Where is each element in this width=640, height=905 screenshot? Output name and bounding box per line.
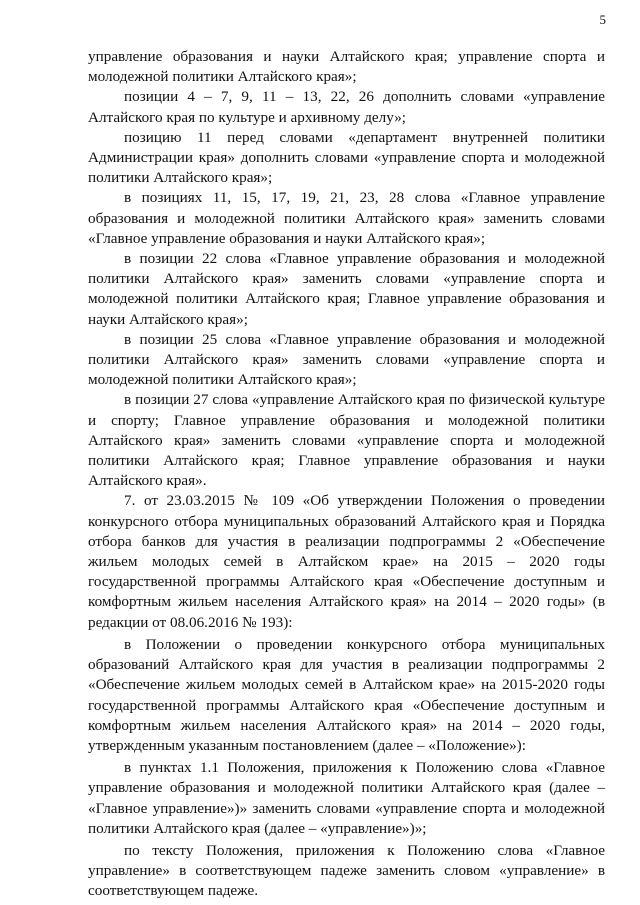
paragraph-9: в Положении о проведении конкурсного отбора муниципальных образований Алтайского края для участия в реализации подпрограммы 2 «Обеспечение жильем молодых семей в Алтайском крае» на 2015-2020 годы государственной программы Алтайского края «Обеспечение доступным и комфортным жильем населения Алтайского края» на 2014 – 2020 годы, утвержденным указанным постановлением (далее – «Положение»): (88, 635, 605, 754)
paragraph-11: по тексту Положения, приложения к Положению слова «Главное управление» в соответствующем падеже заменить словом «управление» в соответствующем падеже. (88, 841, 605, 900)
paragraph-7: в позиции 27 слова «управление Алтайского края по физической культуре и спорту; Главное управление образования и молодежной политики Алтайского края» заменить словами «управление спорта и молодежной политики Алтайского края; Главное управление образования и науки Алтайского края». (88, 391, 605, 490)
paragraph-2: позиции 4 – 7, 9, 11 – 13, 22, 26 дополнить словами «управление Алтайского края по культуре и архивному делу»; (88, 88, 605, 126)
paragraph-5: в позиции 22 слова «Главное управление образования и молодежной политики Алтайского края» заменить словами «управление спорта и молодежной политики Алтайского края; Главное управление образования и науки Алтайского края»; (88, 250, 605, 328)
paragraph-3: позицию 11 перед словами «департамент внутренней политики Администрации края» дополнить словами «управление спорта и молодежной политики Алтайского края»; (88, 128, 605, 187)
paragraph-10: в пунктах 1.1 Положения, приложения к Положению слова «Главное управление образования и молодежной политики Алтайского края (далее – «Главное управление»)» заменить словами «управление спорта и молодежной политики Алтайского края (далее – «управление»)»; (88, 759, 605, 837)
paragraph-8: 7. от 23.03.2015 № 109 «Об утверждении Положения о проведении конкурсного отбора муниципальных образований Алтайского края и Порядка отбора банков для участия в реализации подпрограммы 2 «Обеспечение жильем молодых семей в Алтайском крае» на 2015 – 2020 годы государственной программы Алтайского края «Обеспечение доступным и комфортным жильем населения Алтайского края» на 2014 – 2020 годы» (в редакции от 08.06.2016 № 193): (88, 492, 605, 631)
page-number: 5 (599, 12, 606, 27)
paragraph-6: в позиции 25 слова «Главное управление образования и молодежной политики Алтайского края» заменить словами «управление спорта и молодежной политики Алтайского края»; (88, 330, 605, 389)
paragraph-4: в позициях 11, 15, 17, 19, 21, 23, 28 слова «Главное управление образования и молодежной политики Алтайского края» заменить словами «Главное управление образования и науки Алтайского края»; (88, 189, 605, 247)
document-body (88, 47, 605, 902)
paragraph-1: управление образования и науки Алтайского края; управление спорта и молодежной политики Алтайского края»; (88, 48, 605, 86)
